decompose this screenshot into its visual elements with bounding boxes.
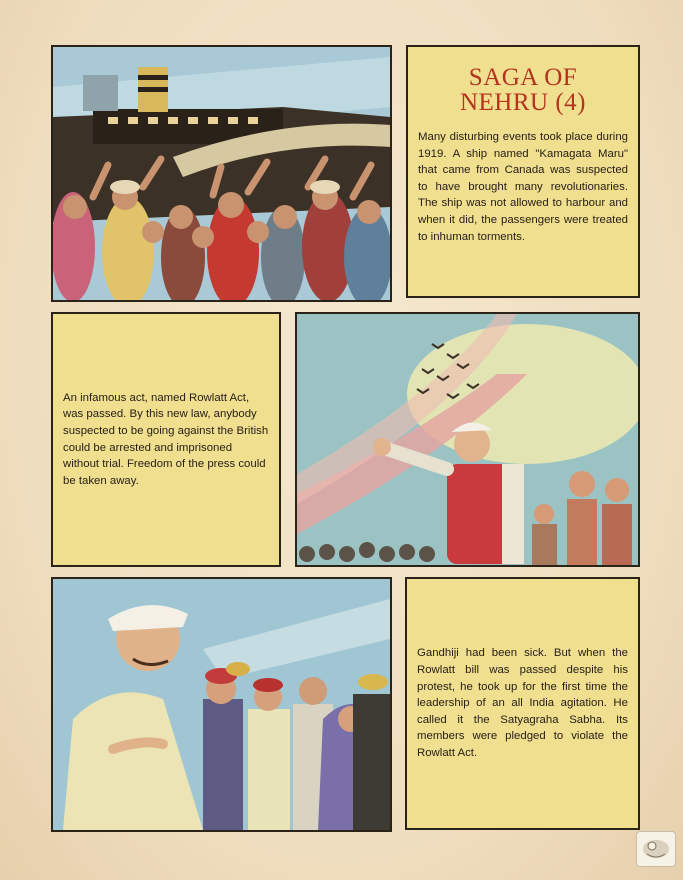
page-title <box>408 65 638 115</box>
leader-crowd-illustration <box>51 577 392 832</box>
title-line-2: NEHRU (4) <box>459 89 586 116</box>
ship-crowd-illustration <box>51 45 392 302</box>
speaker-crowd-illustration <box>295 312 640 567</box>
title-line-1: SAGA OF <box>468 64 578 91</box>
caption-2: An infamous act, named Rowlatt Act, was passed. By this new law, anybody suspected to be going against the British could be arrested and imprisoned without trial. Freedom of the press could be taken away. <box>63 391 269 487</box>
caption-1: Many disturbing events took place during 1919. A ship named "Kamagata Maru" that came from Canada was suspected to have brought many revolutionaries. The ship was not allowed to harbour and when it did, the passengers were treated to inhuman torments. <box>418 131 628 243</box>
caption-3: Gandhiji had been sick. But when the Rowlatt bill was passed despite his protest, he took up for the first time the leadership of an all India agitation. He called it the Satyagraha Sabha. Its members were pledged to violate the Rowlatt Act. <box>417 647 628 759</box>
rowlatt-text-panel <box>51 312 281 567</box>
publisher-logo <box>636 831 676 867</box>
gandhi-text-panel <box>405 577 640 830</box>
title-text-panel <box>406 45 640 298</box>
